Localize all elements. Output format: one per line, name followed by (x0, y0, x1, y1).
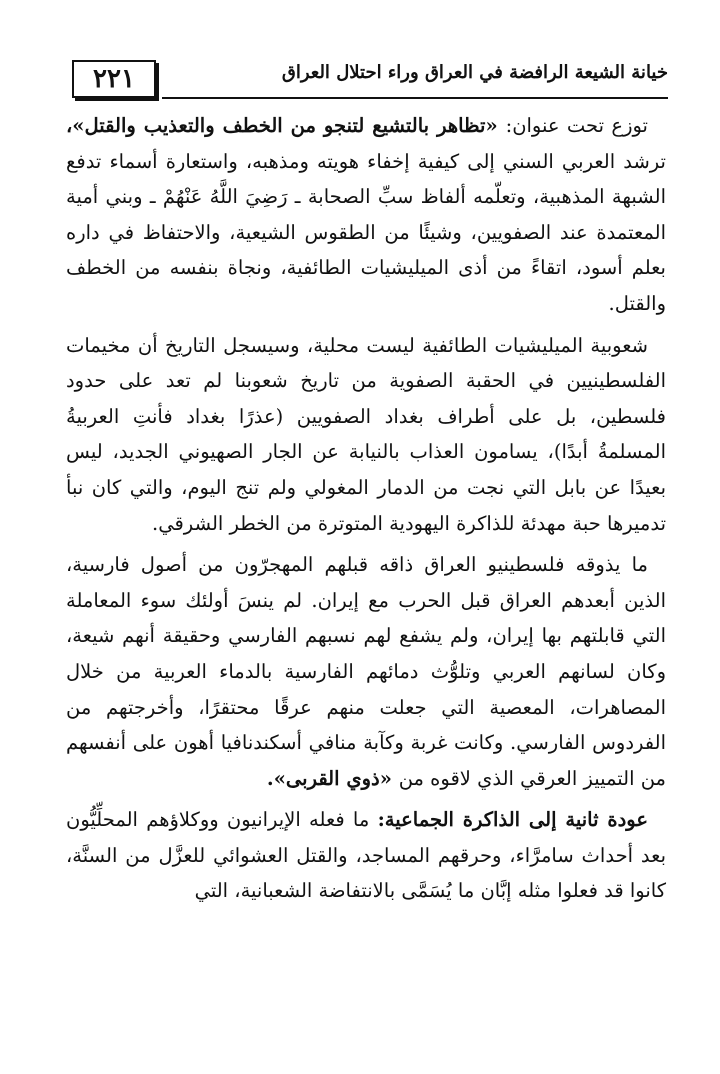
paragraph-2-text: شعوبية الميليشيات الطائفية ليست محلية، وسيسجل التاريخ أن مخيمات الفلسطينيين في الحقبة الصفوية من تاريخ شعوبنا لم تعد على حدود فلسطين، بل على أطراف بغداد الصفويين (عذرًا بغداد فأنتِ العربيةُ المسلمةُ أبدًا)، يسامون العذاب بالنيابة عن الجار الصهيوني الجديد، ليس بعيدًا عن بابل التي نجت من الدمار المغولي ولم تنج اليوم، والتي كان نبأ تدميرها حبة مهدئة للذاكرة اليهودية المتوترة من الخطر الشرقي. (66, 333, 666, 535)
paragraph-4-heading: عودة ثانية إلى الذاكرة الجماعية: (377, 808, 648, 832)
page-number: ٢٢١ (72, 60, 156, 98)
paragraph-4 (66, 802, 666, 909)
paragraph-1 (66, 108, 666, 322)
paragraph-1-text: ترشد العربي السني إلى كيفية إخفاء هويته ومذهبه، واستعارة أسماء تدفع الشبهة المذهبية، وتعلّمه ألفاظ سبِّ الصحابة ـ رَضِيَ اللَّهُ عَنْهُمْ ـ وبني أمية المعتمدة عند الصفويين، وشيئًا من الطقوس الشيعية، والاحتفاظ في داره بعلم أسود، اتقاءً من أذى الميليشيات الطائفية، ونجاة بنفسه من الخطف والقتل. (66, 149, 666, 315)
page-header (72, 56, 668, 102)
paragraph-3-quote: «ذوي القربى». (266, 766, 399, 790)
paragraph-4-text: ما فعله الإيرانيون ووكلاؤهم المحلِّيُّون بعد أحداث سامرَّاء، وحرقهم المساجد، والقتل العشوائي للعزَّل من السنَّة، كانوا قد فعلوا مثله إبَّان ما يُسَمَّى بالانتفاضة الشعبانية، التي (66, 808, 666, 903)
paragraph-3 (66, 547, 666, 796)
paragraph-1-heading: «تظاهر بالتشيع لتنجو من الخطف والتعذيب والقتل»، (66, 114, 506, 137)
running-title: خيانة الشيعة الرافضة في العراق وراء احتلال العراق (281, 62, 668, 83)
paragraph-2 (66, 328, 666, 542)
body-text (66, 108, 666, 909)
paragraph-1-lead: توزع تحت عنوان: (505, 114, 648, 137)
paragraph-3-text: ما يذوقه فلسطينيو العراق ذاقه قبلهم المهجرّون من أصول فارسية، الذين أبعدهم العراق قبل الحرب مع إيران. لم ينسَ أولئك سوء المعاملة التي قابلتهم بها إيران، ولم يشفع لهم نسبهم الفارسي وحقيقة أنهم شيعة، وكان لسانهم العربي وتلوُّث دمائهم الفارسية بالدماء العربية من خلال المصاهرات، المعصية التي جعلت منهم عرقًا محتقرًا، وأخرجتهم من الفردوس الفارسي. وكانت غربة وكآبة منافي أسكندنافيا أهون على أنفسهم من التمييز العرقي الذي لاقوه من (66, 553, 666, 790)
header-rule (162, 97, 668, 99)
